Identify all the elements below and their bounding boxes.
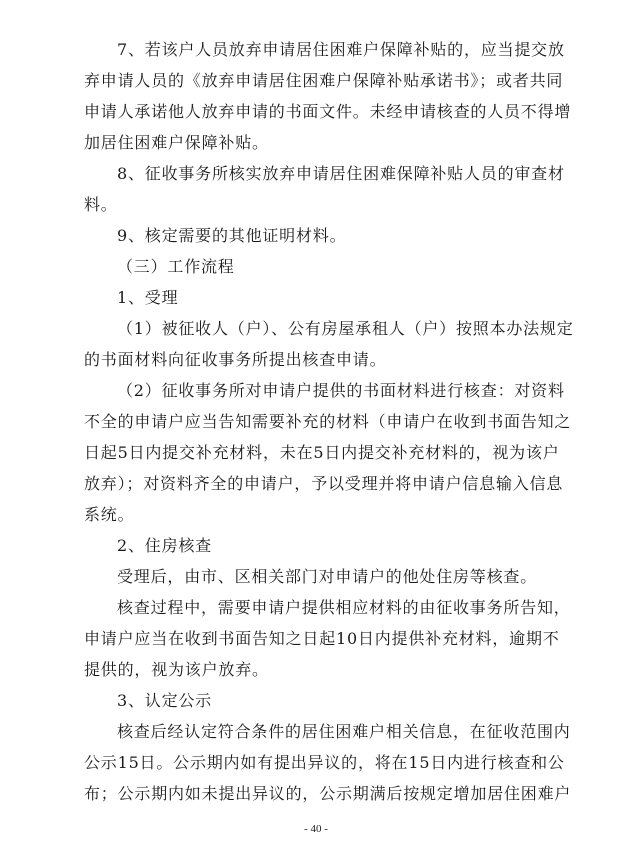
- item-2-line-1: （2）征收事务所对申请户提供的书面材料进行核查：对资料: [117, 381, 565, 400]
- item-1-line-2: 的书面材料向征收事务所提出核查申请。: [84, 350, 387, 369]
- item-2-line-4: 放弃）；对资料齐全的申请户，予以受理并将申请户信息输入信息: [84, 474, 564, 493]
- item-2-line-5: 系统。: [84, 505, 135, 524]
- paragraph-8-line-1: 8、征收事务所核实放弃申请居住困难保障补贴人员的审查材: [117, 164, 565, 183]
- housing-check-paragraph-2-line-3: 提供的，视为该户放弃。: [84, 660, 269, 679]
- item-2-line-2: 不全的申请户应当告知需要补充的材料（申请户在收到书面告知之: [84, 412, 572, 431]
- housing-check-paragraph-1: 受理后，由市、区相关部门对申请户的他处住房等核查。: [117, 567, 538, 586]
- paragraph-8-line-2: 料。: [84, 195, 118, 214]
- paragraph-7-line-1: 7、若该户人员放弃申请居住困难户保障补贴的，应当提交放: [117, 40, 565, 59]
- item-2-line-3: 日起5日内提交补充材料，未在5日内提交补充材料的，视为该户: [84, 443, 560, 462]
- housing-check-paragraph-2-line-2: 申请户应当在收到书面告知之日起10日内提供补充材料，逾期不: [84, 629, 560, 648]
- paragraph-7-line-3: 申请人承诺他人放弃申请的书面文件。未经申请核查的人员不得增: [84, 102, 572, 121]
- subheading-public-notice: 3、认定公示: [117, 691, 212, 710]
- section-heading-workflow: （三）工作流程: [117, 257, 235, 276]
- paragraph-7-line-4: 加居住困难户保障补贴。: [84, 133, 269, 152]
- subheading-acceptance: 1、受理: [117, 288, 179, 307]
- page-number: - 40 -: [304, 823, 328, 835]
- public-notice-line-3: 布；公示期内如未提出异议的，公示期满后按规定增加居住困难户: [84, 784, 572, 803]
- item-1-line-1: （1）被征收人（户）、公有房屋承租人（户）按照本办法规定: [117, 319, 574, 338]
- housing-check-paragraph-2-line-1: 核查过程中，需要申请户提供相应材料的由征收事务所告知，: [117, 598, 571, 617]
- paragraph-7-line-2: 弃申请人员的《放弃申请居住困难户保障补贴承诺书》；或者共同: [84, 71, 564, 90]
- paragraph-9: 9、核定需要的其他证明材料。: [117, 226, 347, 245]
- public-notice-line-1: 核查后经认定符合条件的居住困难户相关信息，在征收范围内: [117, 722, 571, 741]
- subheading-housing-check: 2、住房核查: [117, 536, 212, 555]
- public-notice-line-2: 公示15日。公示期内如有提出异议的，将在15日内进行核查和公: [84, 753, 565, 772]
